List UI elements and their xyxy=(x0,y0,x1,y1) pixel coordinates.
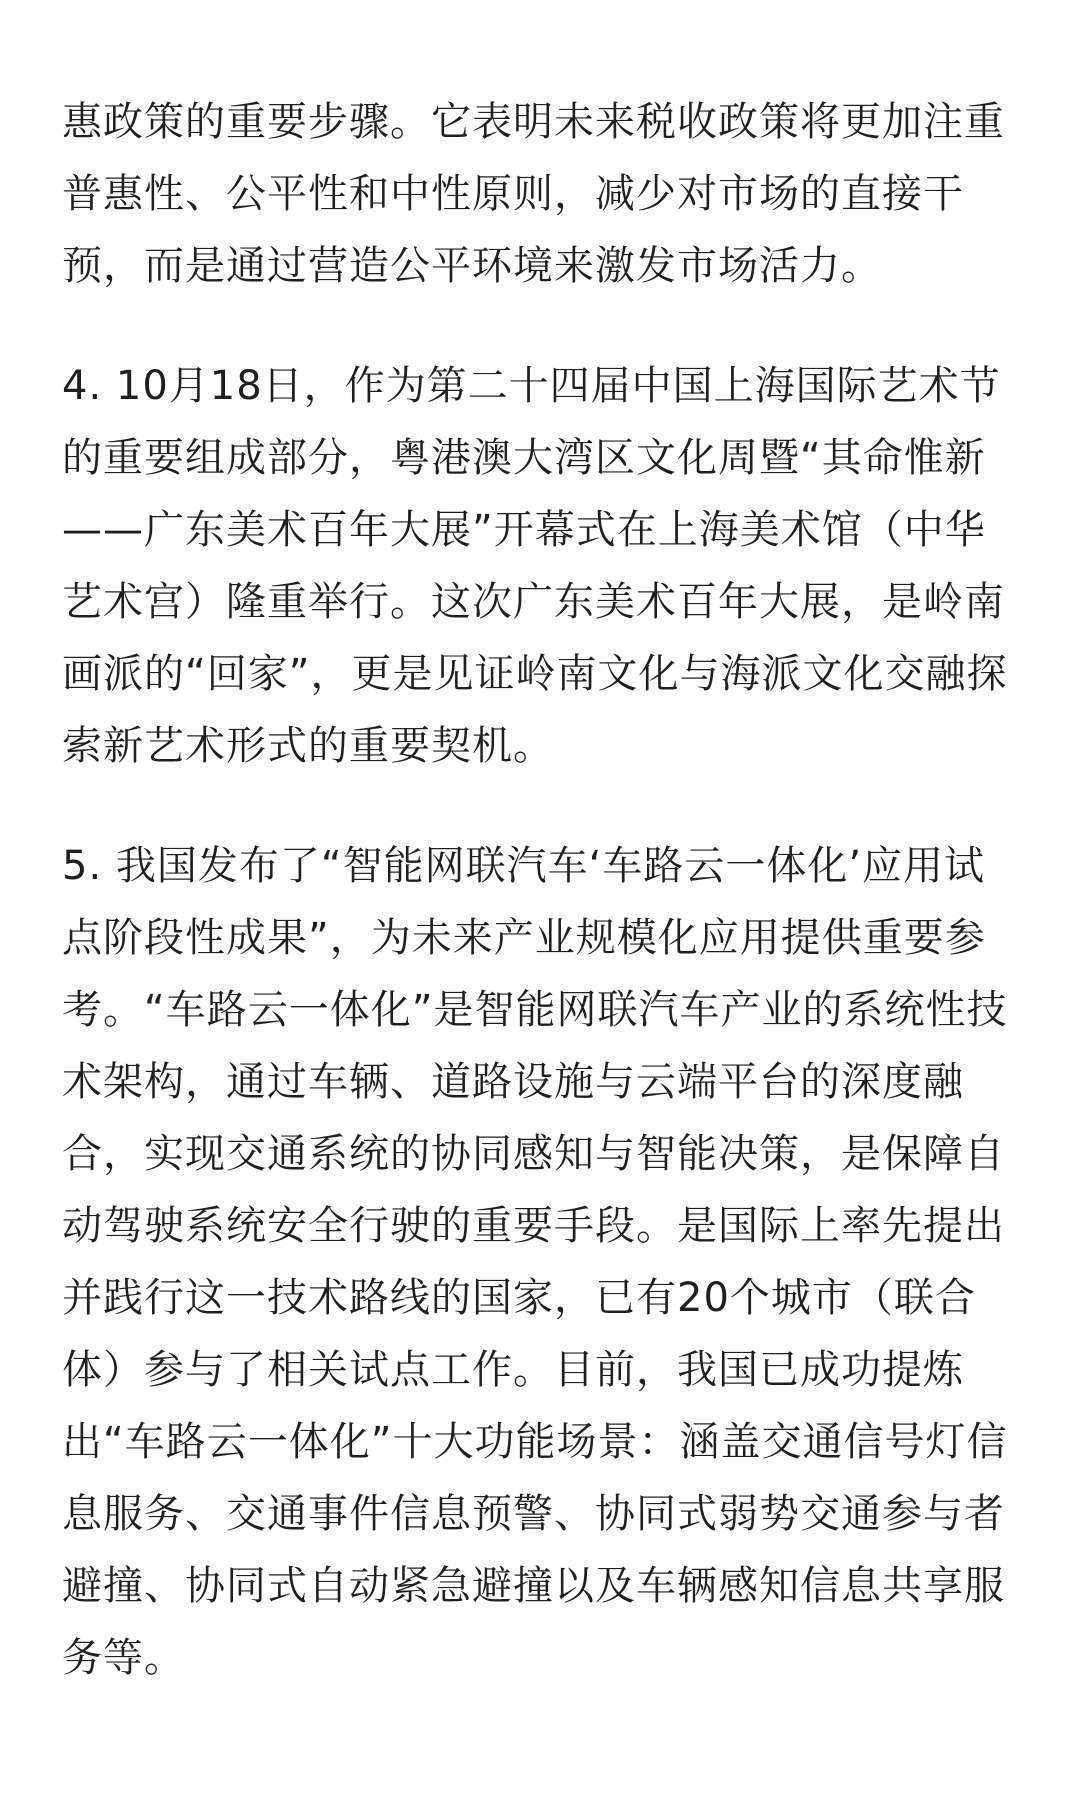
text-line: 并践行这一技术路线的国家，已有20个城市（联合 xyxy=(62,1275,976,1321)
text-line: 出“车路云一体化”十大功能场景：涵盖交通信号灯信 xyxy=(62,1419,1008,1465)
text-line: 预，而是通过营造公平环境来激发市场活力。 xyxy=(62,243,882,289)
text-line: 4. 10月18日，作为第二十四届中国上海国际艺术节 xyxy=(62,363,1001,409)
paragraph-art-festival xyxy=(62,350,1027,782)
text-line: 画派的“回家”，更是见证岭南文化与海派文化交融探 xyxy=(62,651,1008,697)
paragraph-tax-policy xyxy=(62,86,1027,302)
text-line: 5. 我国发布了“智能网联汽车‘车路云一体化’应用试 xyxy=(62,843,986,889)
text-line: 考。“车路云一体化”是智能网联汽车产业的系统性技 xyxy=(62,987,1008,1033)
text-line: 索新艺术形式的重要契机。 xyxy=(62,723,554,769)
text-line: 普惠性、公平性和中性原则，减少对市场的直接干 xyxy=(62,171,964,217)
text-line: 艺术宫）隆重举行。这次广东美术百年大展，是岭南 xyxy=(62,579,1005,625)
article-body xyxy=(62,86,1027,1742)
text-line: 的重要组成部分，粤港澳大湾区文化周暨“其命惟新 xyxy=(62,435,986,481)
text-line: ——广东美术百年大展”开幕式在上海美术馆（中华 xyxy=(62,507,986,553)
text-line: 体）参与了相关试点工作。目前，我国已成功提炼 xyxy=(62,1347,964,1393)
text-line: 务等。 xyxy=(62,1635,185,1681)
text-line: 动驾驶系统安全行驶的重要手段。是国际上率先提出 xyxy=(62,1203,1005,1249)
text-line: 避撞、协同式自动紧急避撞以及车辆感知信息共享服 xyxy=(62,1563,1005,1609)
text-line: 术架构，通过车辆、道路设施与云端平台的深度融 xyxy=(62,1059,964,1105)
text-line: 点阶段性成果”，为未来产业规模化应用提供重要参 xyxy=(62,915,986,961)
text-line: 合，实现交通系统的协同感知与智能决策，是保障自 xyxy=(62,1131,1005,1177)
text-line: 惠政策的重要步骤。它表明未来税收政策将更加注重 xyxy=(62,99,1005,145)
paragraph-vehicle-road-cloud xyxy=(62,830,1027,1694)
text-line: 息服务、交通事件信息预警、协同式弱势交通参与者 xyxy=(62,1491,1005,1537)
